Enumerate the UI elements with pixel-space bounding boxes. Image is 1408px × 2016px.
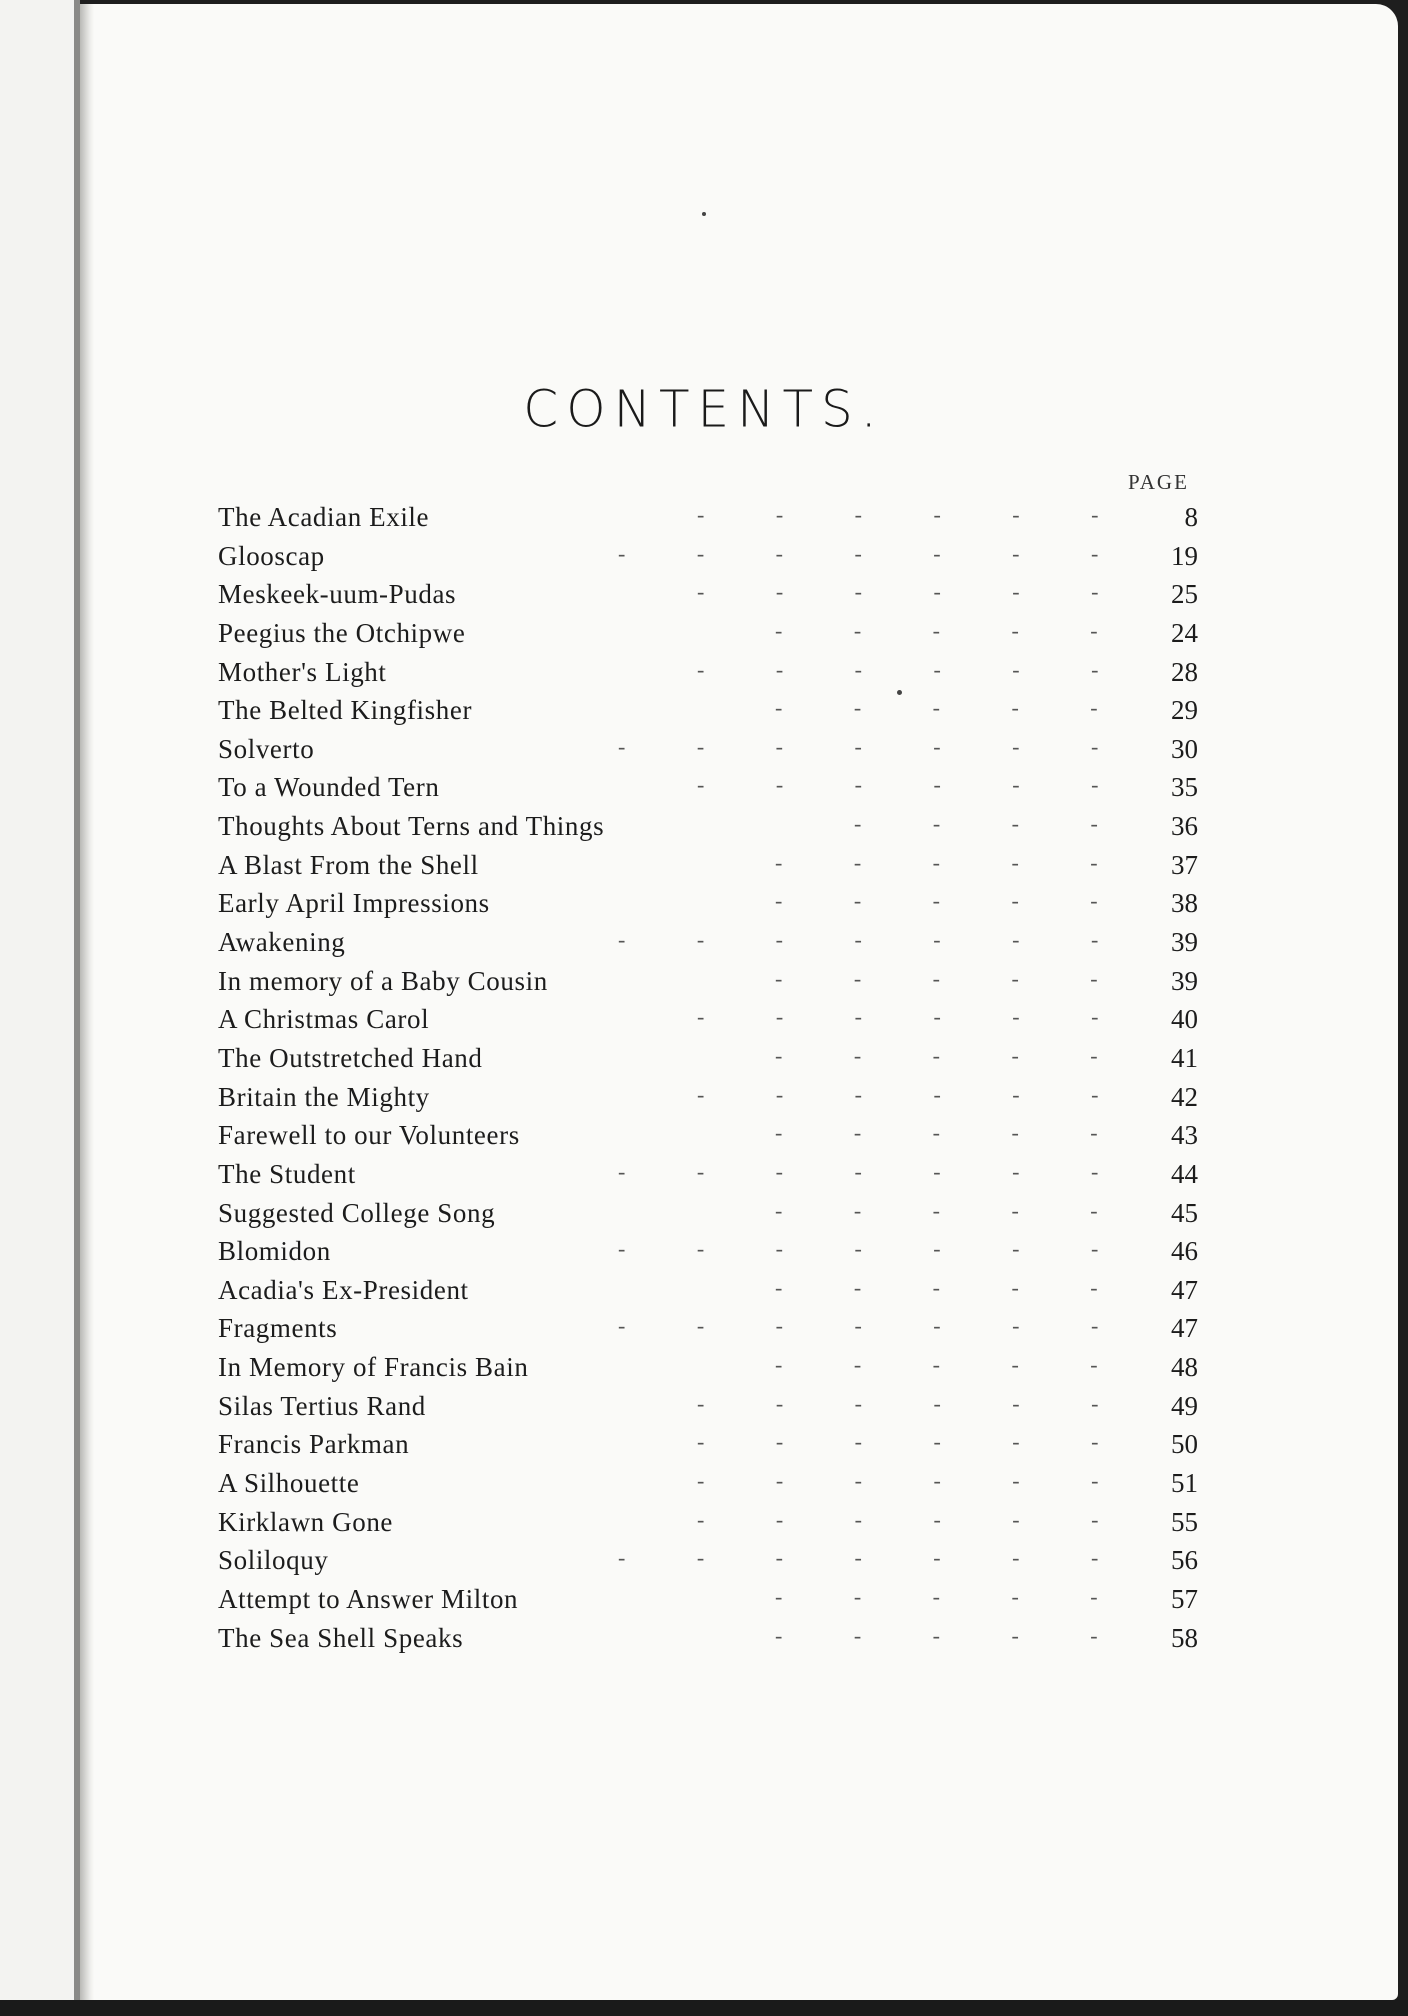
toc-entry-title: In Memory of Francis Bain bbox=[218, 1352, 529, 1383]
toc-entry bbox=[218, 1311, 1208, 1350]
toc-entry-title: The Acadian Exile bbox=[218, 502, 430, 532]
toc-entry bbox=[218, 1427, 1208, 1466]
toc-entry-page-number: 24 bbox=[1171, 617, 1198, 648]
toc-entry bbox=[218, 886, 1208, 925]
ink-speck bbox=[702, 212, 706, 216]
dash-leader: - - - - - - bbox=[697, 1506, 1099, 1532]
toc-entry-title: The Outstretched Hand bbox=[218, 1042, 483, 1073]
dash-leader: - - - - - - bbox=[697, 579, 1099, 605]
toc-entry bbox=[218, 1466, 1208, 1505]
dash-leader: - - - - - - bbox=[697, 1004, 1099, 1030]
dash-leader: - - - - bbox=[854, 811, 1098, 837]
toc-entry-title: A Christmas Carol bbox=[218, 1004, 430, 1035]
toc-entry-page-number: 39 bbox=[1171, 927, 1198, 958]
toc-entry-page-number: 47 bbox=[1171, 1313, 1198, 1344]
toc-entry-title: A Silhouette bbox=[218, 1468, 360, 1499]
toc-entry bbox=[218, 732, 1208, 771]
toc-entry-page-number: 8 bbox=[1184, 502, 1198, 532]
toc-entry bbox=[218, 925, 1208, 964]
toc-entry-title: Acadia's Ex-President bbox=[218, 1274, 469, 1305]
dash-leader: - - - - - bbox=[775, 1042, 1098, 1068]
table-of-contents bbox=[218, 500, 1208, 1659]
toc-entry-page-number: 25 bbox=[1171, 579, 1198, 610]
dash-leader: - - - - - - bbox=[697, 656, 1099, 682]
toc-entry-title: In memory of a Baby Cousin bbox=[218, 965, 548, 996]
dash-leader: - - - - - - - bbox=[618, 927, 1099, 953]
toc-entry bbox=[218, 770, 1208, 809]
dash-leader: - - - - - bbox=[775, 849, 1098, 875]
dash-leader: - - - - - - - bbox=[618, 1545, 1099, 1571]
toc-entry-page-number: 45 bbox=[1171, 1197, 1198, 1228]
dash-leader: - - - - - bbox=[775, 1352, 1098, 1378]
toc-entry bbox=[218, 1582, 1208, 1621]
toc-entry bbox=[218, 964, 1208, 1003]
dash-leader: - - - - - - - bbox=[618, 733, 1099, 759]
dash-leader: - - - - - - - bbox=[618, 1158, 1099, 1184]
toc-entry bbox=[218, 1273, 1208, 1312]
dash-leader: - - - - - - bbox=[697, 1468, 1099, 1494]
dash-leader: - - - - - bbox=[775, 888, 1098, 914]
toc-entry-page-number: 56 bbox=[1171, 1545, 1198, 1576]
toc-entry-title: Britain the Mighty bbox=[218, 1081, 430, 1112]
toc-entry-page-number: 30 bbox=[1171, 733, 1198, 764]
toc-entry-title: Awakening bbox=[218, 927, 346, 958]
toc-entry-title: Blomidon bbox=[218, 1236, 331, 1267]
toc-entry-title: To a Wounded Tern bbox=[218, 772, 440, 803]
toc-entry-title: Mother's Light bbox=[218, 656, 387, 687]
toc-entry bbox=[218, 809, 1208, 848]
dash-leader: - - - - - bbox=[775, 965, 1098, 991]
page-title: CONTENTS. bbox=[523, 379, 885, 439]
toc-entry bbox=[218, 577, 1208, 616]
toc-entry-title: Early April Impressions bbox=[218, 888, 490, 919]
dash-leader: - - - - - - bbox=[697, 1390, 1099, 1416]
toc-entry-title: Fragments bbox=[218, 1313, 338, 1344]
dash-leader: - - - - - bbox=[775, 1274, 1098, 1300]
dash-leader: - - - - - bbox=[775, 1120, 1098, 1146]
toc-entry bbox=[218, 616, 1208, 655]
toc-entry-page-number: 42 bbox=[1171, 1081, 1198, 1112]
toc-entry-page-number: 40 bbox=[1171, 1004, 1198, 1035]
dash-leader: - - - - - - - bbox=[618, 1313, 1099, 1339]
toc-entry bbox=[218, 1621, 1208, 1660]
dash-leader: - - - - - - bbox=[697, 1081, 1099, 1107]
toc-entry-page-number: 57 bbox=[1171, 1583, 1198, 1614]
toc-entry bbox=[218, 1080, 1208, 1119]
toc-entry-page-number: 44 bbox=[1171, 1158, 1198, 1189]
toc-entry bbox=[218, 1118, 1208, 1157]
toc-entry-page-number: 37 bbox=[1171, 849, 1198, 880]
toc-entry bbox=[218, 1041, 1208, 1080]
toc-entry bbox=[218, 655, 1208, 694]
toc-entry bbox=[218, 848, 1208, 887]
toc-entry-title: The Sea Shell Speaks bbox=[218, 1622, 464, 1653]
toc-entry-title: The Belted Kingfisher bbox=[218, 695, 473, 726]
toc-entry-page-number: 55 bbox=[1171, 1506, 1198, 1537]
toc-entry-page-number: 51 bbox=[1171, 1468, 1198, 1499]
toc-entry-page-number: 58 bbox=[1171, 1622, 1198, 1653]
toc-entry bbox=[218, 1350, 1208, 1389]
toc-entry-title: Francis Parkman bbox=[218, 1429, 410, 1460]
toc-entry-title: Silas Tertius Rand bbox=[218, 1390, 426, 1421]
toc-entry bbox=[218, 1157, 1208, 1196]
toc-entry-page-number: 43 bbox=[1171, 1120, 1198, 1151]
spine-shadow bbox=[80, 4, 94, 2000]
dash-leader: - - - - - - - bbox=[618, 540, 1099, 566]
page-column-heading: PAGE bbox=[1128, 470, 1189, 494]
toc-entry bbox=[218, 1389, 1208, 1428]
dash-leader: - - - - - bbox=[775, 617, 1098, 643]
toc-entry-title: Kirklawn Gone bbox=[218, 1506, 394, 1537]
toc-entry-title: Meskeek-uum-Pudas bbox=[218, 579, 457, 610]
toc-entry-title: Solverto bbox=[218, 733, 315, 764]
toc-entry-page-number: 46 bbox=[1171, 1236, 1198, 1267]
toc-entry bbox=[218, 539, 1208, 578]
dash-leader: - - - - - bbox=[775, 695, 1098, 721]
dash-leader: - - - - - bbox=[775, 1583, 1098, 1609]
toc-entry-title: The Student bbox=[218, 1158, 356, 1189]
toc-entry-page-number: 38 bbox=[1171, 888, 1198, 919]
toc-entry bbox=[218, 500, 1208, 539]
toc-entry-page-number: 50 bbox=[1171, 1429, 1198, 1460]
facing-page-edge bbox=[0, 0, 80, 2016]
toc-entry-title: A Blast From the Shell bbox=[218, 849, 479, 880]
toc-entry bbox=[218, 693, 1208, 732]
toc-entry-page-number: 19 bbox=[1171, 540, 1198, 571]
toc-entry-page-number: 49 bbox=[1171, 1390, 1198, 1421]
dash-leader: - - - - - bbox=[775, 1622, 1098, 1648]
toc-entry-page-number: 29 bbox=[1171, 695, 1198, 726]
dash-leader: - - - - - bbox=[775, 1197, 1098, 1223]
toc-entry-page-number: 35 bbox=[1171, 772, 1198, 803]
toc-entry bbox=[218, 1002, 1208, 1041]
toc-entry-page-number: 28 bbox=[1171, 656, 1198, 687]
toc-entry-page-number: 47 bbox=[1171, 1274, 1198, 1305]
toc-entry-title: Thoughts About Terns and Things bbox=[218, 811, 605, 842]
dash-leader: - - - - - - bbox=[697, 1429, 1099, 1455]
toc-entry-page-number: 48 bbox=[1171, 1352, 1198, 1383]
dash-leader: - - - - - - - bbox=[618, 1236, 1099, 1262]
toc-entry-title: Suggested College Song bbox=[218, 1197, 496, 1228]
toc-entry-title: Soliloquy bbox=[218, 1545, 329, 1576]
scan-bottom-edge bbox=[0, 2000, 1408, 2016]
toc-entry-page-number: 39 bbox=[1171, 965, 1198, 996]
toc-entry bbox=[218, 1543, 1208, 1582]
toc-entry-title: Farewell to our Volunteers bbox=[218, 1120, 520, 1151]
toc-entry-page-number: 41 bbox=[1171, 1042, 1198, 1073]
toc-entry-page-number: 36 bbox=[1171, 811, 1198, 842]
toc-entry bbox=[218, 1505, 1208, 1544]
toc-entry-title: Glooscap bbox=[218, 540, 325, 571]
dash-leader: - - - - - - bbox=[697, 502, 1099, 527]
toc-entry-title: Peegius the Otchipwe bbox=[218, 617, 466, 648]
toc-entry-title: Attempt to Answer Milton bbox=[218, 1583, 519, 1614]
toc-entry bbox=[218, 1234, 1208, 1273]
dash-leader: - - - - - - bbox=[697, 772, 1099, 798]
toc-entry bbox=[218, 1196, 1208, 1235]
